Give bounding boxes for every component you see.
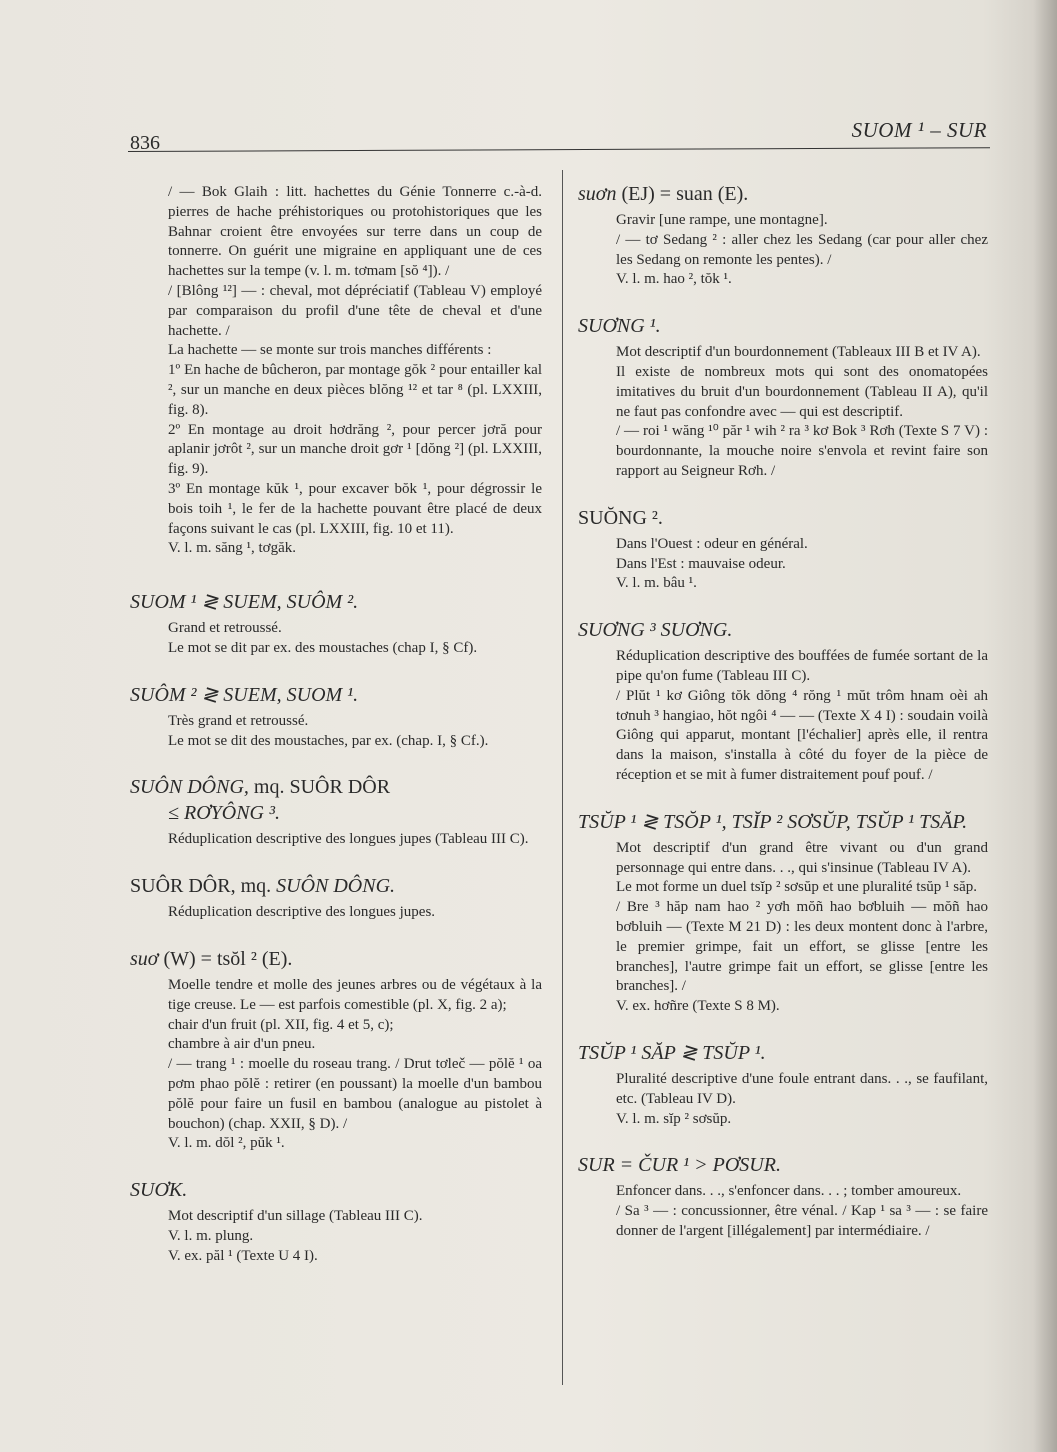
entry-line: V. l. m. plung. <box>168 1227 254 1244</box>
entry-body <box>130 619 542 659</box>
headword-variant-label: mq. <box>235 875 277 898</box>
entry-body <box>578 1182 988 1241</box>
entry-suong3 <box>578 617 988 786</box>
headword-main: suơ <box>130 947 159 970</box>
entry-continuation <box>130 183 542 559</box>
entry-line: La hachette — se monte sur trois manches différents : <box>168 342 492 359</box>
headword <box>578 181 988 207</box>
headword: SUOM ¹ ≷ SUEM, SUÔM ². <box>130 591 359 614</box>
header-rule <box>128 147 990 152</box>
headword-variant: (EJ) = suan (E). <box>616 183 749 205</box>
entry-suon-dong <box>130 774 542 850</box>
headword-main: SUÔR DÔR, <box>130 875 236 898</box>
entry-line: 2º En montage au droit hơdrăng ², pour percer jơră pour aplanir jơrôt ², sur un manche droit gơr ¹ [dŏng ²] (pl. LXXIII, fig. 9). <box>168 421 542 478</box>
headword: TSŬP ¹ SĂP ≷ TSŬP ¹. <box>578 1041 766 1064</box>
headword: SUR = ČUR ¹ > PƠSUR. <box>578 1154 781 1177</box>
headword-main: SUÔN DÔNG, <box>130 776 249 799</box>
headword: SUƠNG ³ SUƠNG. <box>578 619 733 642</box>
entry-line: V. ex. păl ¹ (Texte U 4 I). <box>168 1247 318 1264</box>
entry-body <box>578 1070 988 1129</box>
entry-line: Très grand et retroussé. <box>168 712 309 729</box>
left-column <box>130 183 542 1289</box>
entry-line: / [Blông ¹²] — : cheval, mot dépréciatif (Tableau V) employé par comparaison du profil d'une tête de cheval et d'une hachette. / <box>168 282 542 339</box>
entry-line: V. l. m. dŏl ², pŭk ¹. <box>168 1135 285 1152</box>
entry-line: 1º En hache de bûcheron, par montage gŏk ² pour entailler kal ², sur un manche en deux pièces blŏng ¹² et tar ⁸ (pl. LXXIII, fig. 8). <box>168 362 542 418</box>
entry-line: 3º En montage kŭk ¹, pour excaver bŏk ¹, pour dégrossir le bois toih ¹, le fer de la hachette pouvant être placé de deux façons suivant le cas (pl. LXXIII, fig. 10 et 11). <box>168 480 542 537</box>
headword-variant: (W) = tsŏl ² (E). <box>158 947 293 970</box>
headword-variant: SUÔN DÔNG. <box>276 875 396 898</box>
entry-line: Le mot se dit des moustaches, par ex. (chap. I, § Cf.). <box>168 732 489 749</box>
entry-tsup1 <box>578 809 988 1017</box>
entry-line: / — trang ¹ : moelle du roseau trang. / Drut tơleč — pŏlĕ ¹ oa pơm phao pŏlĕ : retirer (en poussant) la moelle d'un bambou pŏlĕ pour faire un fusil en bambou (analogue au pistolet à bouchon) (chap. XXII, § D). / <box>168 1056 542 1132</box>
headword: SUƠNG ¹. <box>578 315 661 338</box>
entry-line: V. l. m. hao ², tŏk ¹. <box>616 271 732 288</box>
entry-body <box>130 712 542 752</box>
entry-line: chair d'un fruit (pl. XII, fig. 4 et 5, c); <box>168 1016 394 1033</box>
entry-line: Dans l'Ouest : odeur en général. <box>616 535 808 552</box>
entry-line: chambre à air d'un pneu. <box>168 1036 316 1053</box>
entry-line: Le mot forme un duel tsĭp ² sơsŭp et une pluralité tsŭp ¹ săp. <box>616 879 978 896</box>
entry-line: Réduplication descriptive des longues jupes (Tableau III C). <box>168 831 529 848</box>
headword <box>130 873 542 899</box>
entry-line: / Sa ³ — : concussionner, être vénal. / Kap ¹ sa ³ — : se faire donner de l'argent [illégalement] par intermédiaire. / <box>616 1203 988 1239</box>
entry-line: V. ex. hơñre (Texte S 8 M). <box>616 998 780 1015</box>
entry-line: V. l. m. sĭp ² sơsŭp. <box>616 1110 732 1127</box>
entry-body <box>130 976 542 1154</box>
entry-suom2 <box>130 682 542 752</box>
entry-body <box>578 535 988 594</box>
headword-cross-ref: ≤ RƠYÔNG ³. <box>168 802 280 825</box>
entry-suor-dor <box>130 873 542 923</box>
entry-body <box>578 211 988 290</box>
entry-suong2 <box>578 505 988 594</box>
entry-body <box>578 839 988 1017</box>
headword: SUŎNG ². <box>578 506 663 529</box>
entry-line: Pluralité descriptive d'une foule entrant dans. . ., se faufilant, etc. (Tableau IV D). <box>616 1070 988 1107</box>
entry-line: / — roi ¹ wăng ¹⁰ păr ¹ wih ² ra ³ kơ Bok ³ Rơh (Texte S 7 V) : bourdonnante, la mouche noire s'envola et revint faire son rapport au Seigneur Rơh. / <box>616 423 988 479</box>
entry-line: V. l. m. săng ¹, tơgăk. <box>168 540 296 557</box>
entry-body <box>130 830 542 850</box>
entry-suong1 <box>578 313 988 482</box>
entry-body <box>130 183 542 559</box>
running-title: SUOM ¹ – SUR <box>851 118 987 142</box>
entry-line: / — Bok Glaih : litt. hachettes du Génie Tonnerre c.-à-d. pierres de hache préhistoriques ou protohistoriques que les Bahnar croient être envoyées sur terre dans un coup de tonnerre. On guérit une migraine en appliquant une de ces hachettes sur la tempe (v. l. m. tơmam [sŏ ⁴]). / <box>168 184 542 280</box>
entry-body <box>130 1207 542 1266</box>
column-divider <box>562 170 563 1385</box>
entry-line: Grand et retroussé. <box>168 620 282 637</box>
headword: SUÔM ² ≷ SUEM, SUOM ¹. <box>130 683 359 706</box>
entry-line: Réduplication descriptive des longues jupes. <box>168 904 436 921</box>
headword-variant: mq. SUÔR DÔR <box>248 776 391 799</box>
headword: SUƠK. <box>130 1179 188 1202</box>
entry-line: Enfoncer dans. . ., s'enfoncer dans. . . ; tomber amoureux. <box>616 1183 962 1200</box>
headword-main: suơn <box>578 183 617 205</box>
entry-suok <box>130 1177 542 1266</box>
entry-line: Mot descriptif d'un bourdonnement (Tableaux III B et IV A). <box>616 344 981 361</box>
entry-tsup-sap <box>578 1040 988 1129</box>
entry-body <box>578 343 988 482</box>
entry-line: / Bre ³ hăp nam hao ² yơh mŏñ hao bơbluih — mŏñ hao bơbluih — (Texte M 21 D) : les deux montent donc à l'arbre, le premier grimpe, fait un effort, se glisse [entre les branches], l'autre grimpe fait un effort, se glisse [entre les branches]. / <box>616 899 988 995</box>
entry-line: V. l. m. bâu ¹. <box>616 575 697 592</box>
headword <box>130 946 542 972</box>
entry-line: Gravir [une rampe, une montagne]. <box>616 212 828 228</box>
page-number: 836 <box>130 132 160 154</box>
headword <box>130 774 542 826</box>
entry-line: Le mot se dit par ex. des moustaches (chap I, § Cf). <box>168 639 478 656</box>
entry-line: / Plŭt ¹ kơ Giông tŏk dŏng ⁴ rŏng ¹ mŭt trôm hnam oèi ah tơnuh ³ hangiao, hŏt ngôi ⁴ — — (Texte X 4 I) : soudain voilà Giông qui apparut, montant [l'échalier] après elle, il rentra dans la maison, s'installa à côté du foyer de la pièce de réception et se mit à fumer distraitement pouf pouf. / <box>616 687 988 783</box>
page-binding-shadow <box>1033 0 1057 1452</box>
entry-line: Mot descriptif d'un sillage (Tableau III C). <box>168 1208 423 1225</box>
entry-line: Dans l'Est : mauvaise odeur. <box>616 555 786 572</box>
headword: TSŬP ¹ ≷ TSŎP ¹, TSĬP ² SƠSŬP, TSŬP ¹ TSĂP. <box>578 810 968 833</box>
entry-body <box>578 647 988 786</box>
entry-sur <box>578 1152 988 1241</box>
entry-line: Mot descriptif d'un grand être vivant ou d'un grand personnage qui entre dans. . ., qui s'insinue (Tableau IV A). <box>616 839 988 876</box>
entry-suon <box>578 181 988 290</box>
right-column <box>578 181 988 1265</box>
entry-line: / — tơ Sedang ² : aller chez les Sedang (car pour aller chez les Sedang on remonte les pentes). / <box>616 231 988 268</box>
entry-suo <box>130 946 542 1154</box>
entry-body <box>130 903 542 923</box>
entry-suom1 <box>130 589 542 659</box>
entry-line: Réduplication descriptive des bouffées de fumée sortant de la pipe qu'on fume (Tableau III C). <box>616 648 988 684</box>
entry-line: Moelle tendre et molle des jeunes arbres ou de végétaux à la tige creuse. Le — est parfois comestible (pl. X, fig. 2 a); <box>168 976 542 1013</box>
entry-line: Il existe de nombreux mots qui sont des onomatopées imitatives du bruit d'un bourdonnement (Tableau II A), qu'il ne faut pas confondre avec — qui est descriptif. <box>616 363 988 420</box>
